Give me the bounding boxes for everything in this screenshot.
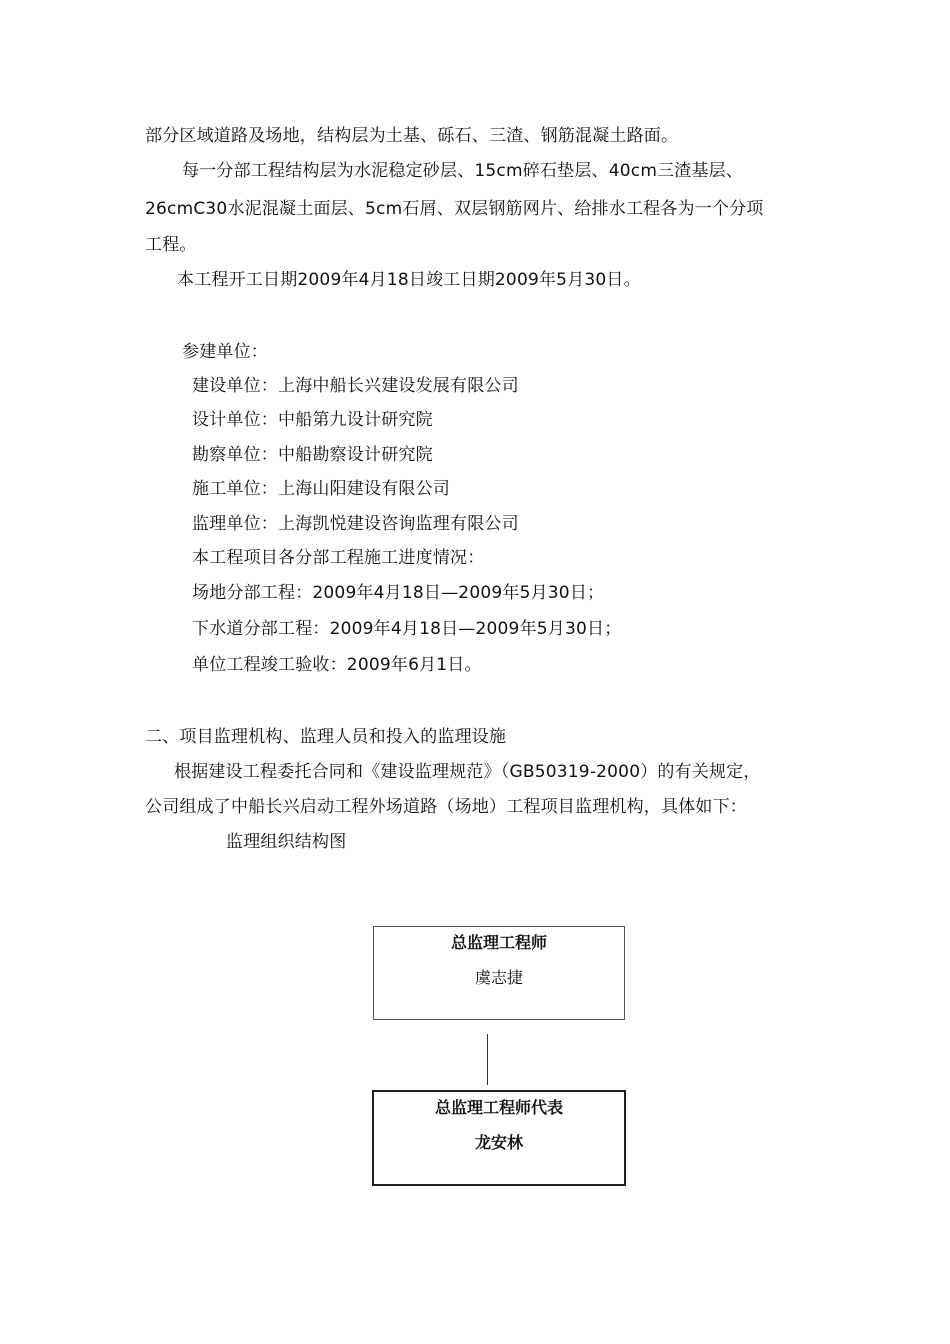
- design-unit: 设计单位：中船第九设计研究院: [192, 410, 433, 430]
- builder-unit: 施工单位：上海山阳建设有限公司: [192, 479, 450, 499]
- org-connector-line: [487, 1034, 488, 1085]
- org-box-name: 虞志捷: [474, 968, 523, 987]
- paragraph-schedule: 本工程开工日期2009年4月18日竣工日期2009年5月30日。: [177, 270, 641, 290]
- org-box-title: 总监理工程师代表: [434, 1098, 563, 1117]
- paragraph-sub-works-line3: 工程。: [145, 235, 197, 255]
- progress-site: 场地分部工程：2009年4月18日—2009年5月30日；: [192, 583, 605, 603]
- progress-acceptance: 单位工程竣工验收：2009年6月1日。: [192, 655, 482, 675]
- survey-unit: 勘察单位：中船勘察设计研究院: [192, 445, 433, 465]
- progress-sewer: 下水道分部工程：2009年4月18日—2009年5月30日；: [192, 619, 622, 639]
- paragraph-sub-works-line1: 每一分部工程结构层为水泥稳定砂层、15cm碎石垫层、40cm三渣基层、: [182, 161, 744, 181]
- org-box-chief-engineer: [373, 926, 625, 1020]
- progress-heading: 本工程项目各分部工程施工进度情况：: [192, 548, 485, 568]
- paragraph-structure-layers: 部分区域道路及场地，结构层为土基、砾石、三渣、钢筋混凝土路面。: [145, 126, 679, 146]
- paragraph-sub-works-line2: 26cmC30水泥混凝土面层、5cm石屑、双层钢筋网片、给排水工程各为一个分项: [145, 199, 764, 219]
- org-box-chief-engineer-deputy: [372, 1090, 626, 1186]
- participants-heading: 参建单位：: [182, 342, 268, 362]
- section-2-title: 二、项目监理机构、监理人员和投入的监理设施: [145, 727, 507, 747]
- section-2-body-line1: 根据建设工程委托合同和《建设监理规范》（GB50319-2000）的有关规定，: [174, 762, 761, 782]
- org-box-name: 龙安林: [474, 1133, 523, 1152]
- org-box-title: 总监理工程师: [450, 933, 547, 952]
- section-2-body-line2: 公司组成了中船长兴启动工程外场道路（场地）工程项目监理机构，具体如下：: [145, 797, 747, 817]
- construction-unit: 建设单位：上海中船长兴建设发展有限公司: [192, 376, 519, 396]
- org-chart-title: 监理组织结构图: [226, 832, 347, 852]
- supervisor-unit: 监理单位：上海凯悦建设咨询监理有限公司: [192, 514, 519, 534]
